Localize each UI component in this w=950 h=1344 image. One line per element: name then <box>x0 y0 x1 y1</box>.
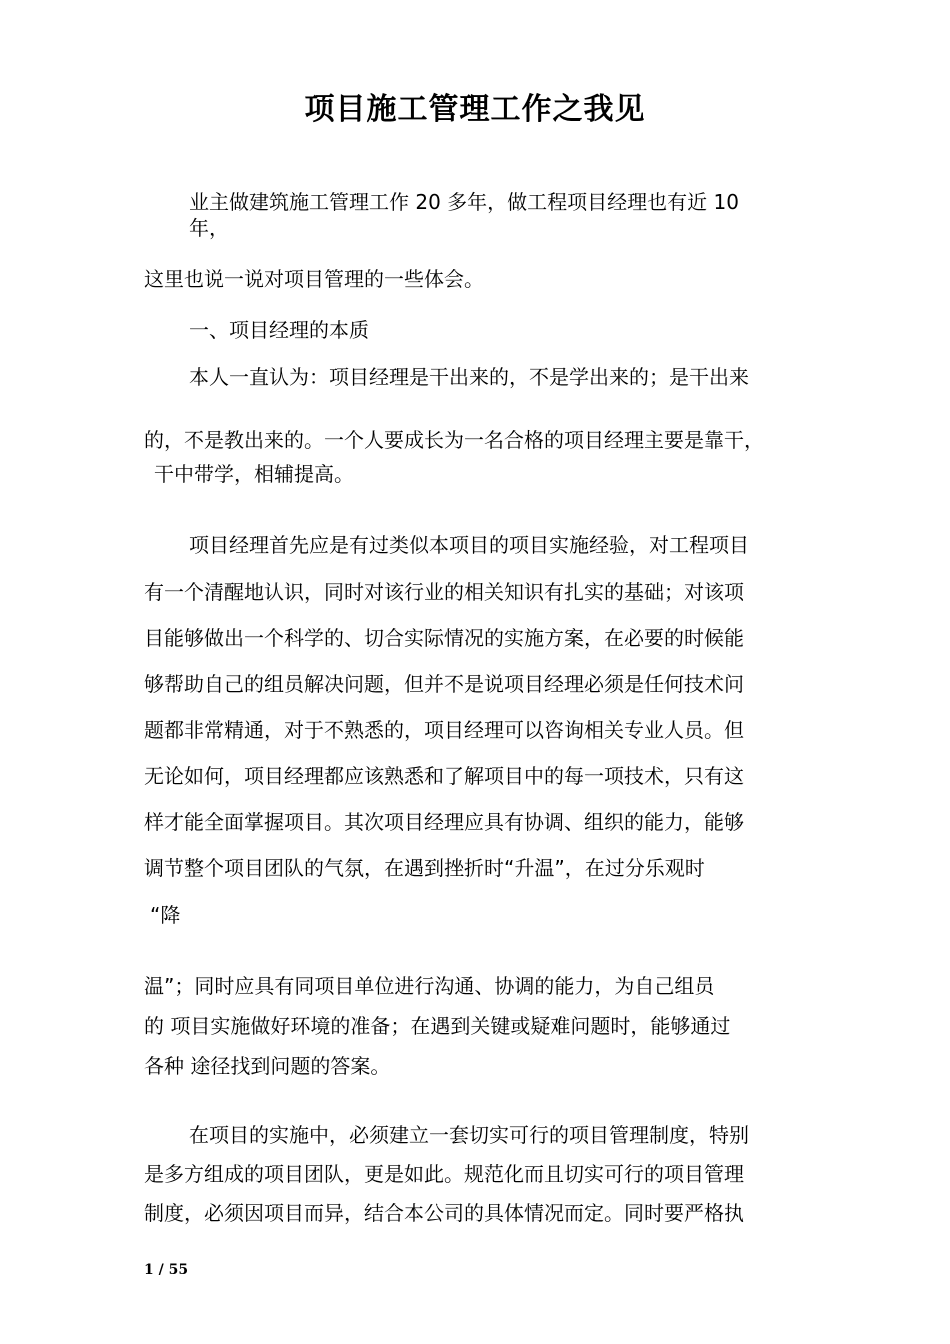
text-line: 调节整个项目团队的气氛，在遇到挫折时“升温”，在过分乐观时 <box>144 856 705 880</box>
text-line: 有一个清醒地认识，同时对该行业的相关知识有扎实的基础；对该项 <box>144 580 744 604</box>
text-line: 在项目的实施中，必须建立一套切实可行的项目管理制度，特别 <box>189 1123 749 1147</box>
text-line: 年， <box>189 216 229 240</box>
text-line: 样才能全面掌握项目。其次项目经理应具有协调、组织的能力，能够 <box>144 810 744 834</box>
text-line: 的 项目实施做好环境的准备；在遇到关键或疑难问题时，能够通过 <box>144 1014 731 1038</box>
text-line: 是多方组成的项目团队，更是如此。规范化而且切实可行的项目管理 <box>144 1162 744 1186</box>
text-line: 题都非常精通，对于不熟悉的，项目经理可以咨询相关专业人员。但 <box>144 718 744 742</box>
document-title: 项目施工管理工作之我见 <box>304 92 646 127</box>
text-line: 干中带学，相辅提高。 <box>154 462 354 486</box>
text-line: “降 <box>150 903 181 927</box>
text-line: 项目经理首先应是有过类似本项目的项目实施经验，对工程项目 <box>189 533 749 557</box>
text-line: 业主做建筑施工管理工作 20 多年，做工程项目经理也有近 10 <box>189 190 739 214</box>
text-line: 各种 途径找到问题的答案。 <box>144 1054 391 1078</box>
text-line: 的，不是教出来的。一个人要成长为一名合格的项目经理主要是靠干， <box>144 428 764 452</box>
text-line: 本人一直认为：项目经理是干出来的，不是学出来的；是干出来 <box>189 365 749 389</box>
text-line: 目能够做出一个科学的、切合实际情况的实施方案，在必要的时候能 <box>144 626 744 650</box>
page-number: 1 / 55 <box>144 1262 189 1278</box>
text-line: 这里也说一说对项目管理的一些体会。 <box>144 267 484 291</box>
text-line: 制度，必须因项目而异，结合本公司的具体情况而定。同时要严格执 <box>144 1201 744 1225</box>
text-line: 无论如何，项目经理都应该熟悉和了解项目中的每一项技术，只有这 <box>144 764 744 788</box>
text-line: 温”；同时应具有同项目单位进行沟通、协调的能力，为自己组员 <box>144 974 715 998</box>
section-heading: 一、项目经理的本质 <box>189 318 369 342</box>
text-line: 够帮助自己的组员解决问题，但并不是说项目经理必须是任何技术问 <box>144 672 744 696</box>
